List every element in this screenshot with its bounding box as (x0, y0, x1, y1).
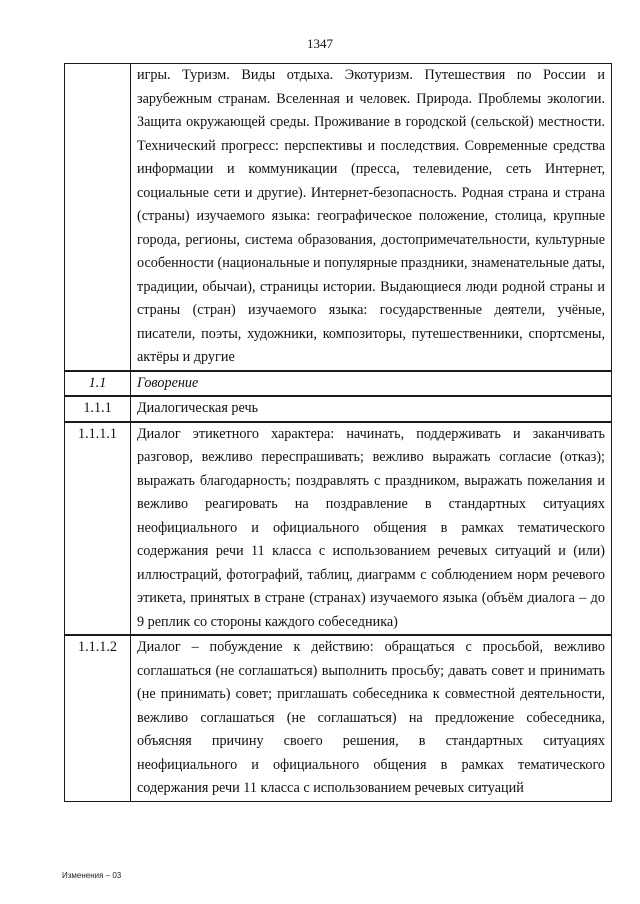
row-number (65, 64, 131, 371)
content-table (64, 63, 612, 802)
footer-note: Изменения – 03 (62, 871, 122, 880)
row-text: Диалогическая речь (131, 396, 612, 422)
row-text: Говорение (131, 371, 612, 397)
row-text: игры. Туризм. Виды отдыха. Экотуризм. Путешествия по России и зарубежным странам. Вселенная и человек. Природа. Проблемы экологии. Защита окружающей среды. Проживание в городской (сельской) местности. Технический прогресс: перспективы и последствия. Современные средства информации и коммуникации (пресса, телевидение, сеть Интернет, социальные сети и другие). Интернет-безопасность. Родная страна и страна (страны) изучаемого языка: географическое положение, столица, крупные города, регионы, система образования, достопримечательности, культурные особенности (национальные и популярные праздники, знаменательные даты, традиции, обычаи), страницы истории. Выдающиеся люди родной страны и страны (стран) изучаемого языка: государственные деятели, учёные, писатели, поэты, художники, композиторы, путешественники, спортсмены, актёры и другие (131, 64, 612, 371)
table-row (65, 635, 612, 801)
row-number: 1.1.1.2 (65, 635, 131, 801)
table-row (65, 64, 612, 371)
table-row (65, 396, 612, 422)
page-number: 1347 (307, 36, 333, 51)
row-text: Диалог – побуждение к действию: обращаться с просьбой, вежливо соглашаться (не соглашаться) выполнить просьбу; давать совет и принимать (не принимать) совет; приглашать собеседника к совместной деятельности, вежливо соглашаться (не соглашаться) на предложение собеседника, объясняя причину своего решения, в стандартных ситуациях неофициального и официального общения в рамках тематического содержания речи 11 класса с использованием речевых ситуаций (131, 635, 612, 801)
row-text: Диалог этикетного характера: начинать, поддерживать и заканчивать разговор, вежливо переспрашивать; вежливо выражать согласие (отказ); выражать благодарность; поздравлять с праздником, выражать пожелания и вежливо реагировать на поздравление в стандартных ситуациях неофициального и официального общения в рамках тематического содержания речи 11 класса с использованием речевых ситуаций и (или) иллюстраций, фотографий, таблиц, диаграмм с соблюдением норм речевого этикета, принятых в стране (странах) изучаемого языка (объём диалога – до 9 реплик со стороны каждого собеседника) (131, 422, 612, 636)
row-number: 1.1 (65, 371, 131, 397)
table-row (65, 371, 612, 397)
row-number: 1.1.1.1 (65, 422, 131, 636)
row-number: 1.1.1 (65, 396, 131, 422)
table-row (65, 422, 612, 636)
